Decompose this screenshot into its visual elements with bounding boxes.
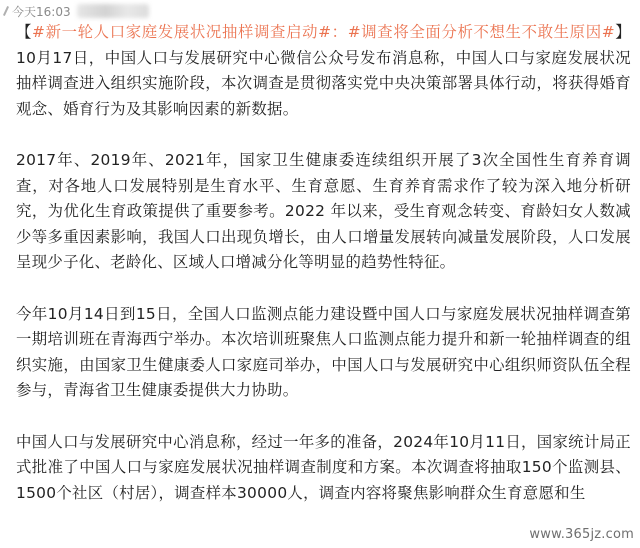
site-watermark: www.365jz.com <box>529 527 634 542</box>
hashtag-topic-survey-analysis[interactable]: #调查将全面分析不想生不敢生原因# <box>347 23 615 41</box>
post-paragraph-4 <box>16 430 631 507</box>
post-paragraph-2 <box>16 148 631 276</box>
post-timestamp: 今天16:03 <box>12 4 71 19</box>
close-bracket: 】 <box>614 23 631 41</box>
blurred-username <box>77 4 149 18</box>
open-bracket: 【 <box>16 23 33 41</box>
post-paragraph-3 <box>16 302 631 404</box>
post-paragraph-1 <box>16 20 631 122</box>
paragraph-text: 10月17日，中国人口与发展研究中心微信公众号发布消息称，中国人口与家庭发展状况抽样调查进入组织实施阶段，本次调查是贯彻落实党中央决策部署具体行动，将获得婚育观念、婚育行为及其影响因素的新数据。 <box>16 48 631 118</box>
slash-icon <box>2 5 10 17</box>
hashtag-topic-survey-launch[interactable]: #新一轮人口家庭发展状况抽样调查启动# <box>32 23 332 41</box>
hashtag-separator: ： <box>331 23 348 41</box>
paragraph-text: 中国人口与发展研究中心消息称，经过一年多的准备，2024年10月11日，国家统计局正式批准了中国人口与家庭发展状况抽样调查制度和方案。本次调查将抽取150个监测县、1500个社区（村居），调查样本30000人，调查内容将聚焦影响群众生育意愿和生 <box>16 432 631 502</box>
post-meta <box>0 0 149 22</box>
post-body <box>16 20 631 532</box>
paragraph-text: 今年10月14日到15日，全国人口监测点能力建设暨中国人口与家庭发展状况抽样调查第一期培训班在青海西宁举办。本次培训班聚焦人口监测点能力提升和新一轮抽样调查的组织实施，由国家卫生健康委人口家庭司举办，中国人口与发展研究中心组织师资队伍全程参与，青海省卫生健康委提供大力协助。 <box>16 304 631 400</box>
paragraph-text: 2017年、2019年、2021年，国家卫生健康委连续组织开展了3次全国性生育养育调查，对各地人口发展特别是生育水平、生育意愿、生育养育需求作了较为深入地分析研究，为优化生育政策提供了重要参考。2022 年以来，受生育观念转变、育龄妇女人数减少等多重因素影响，我国人口出现负增长，由人口增量发展转向减量发展阶段，人口发展呈现少子化、老龄化、区域人口增减分化等明显的趋势性特征。 <box>16 150 631 272</box>
